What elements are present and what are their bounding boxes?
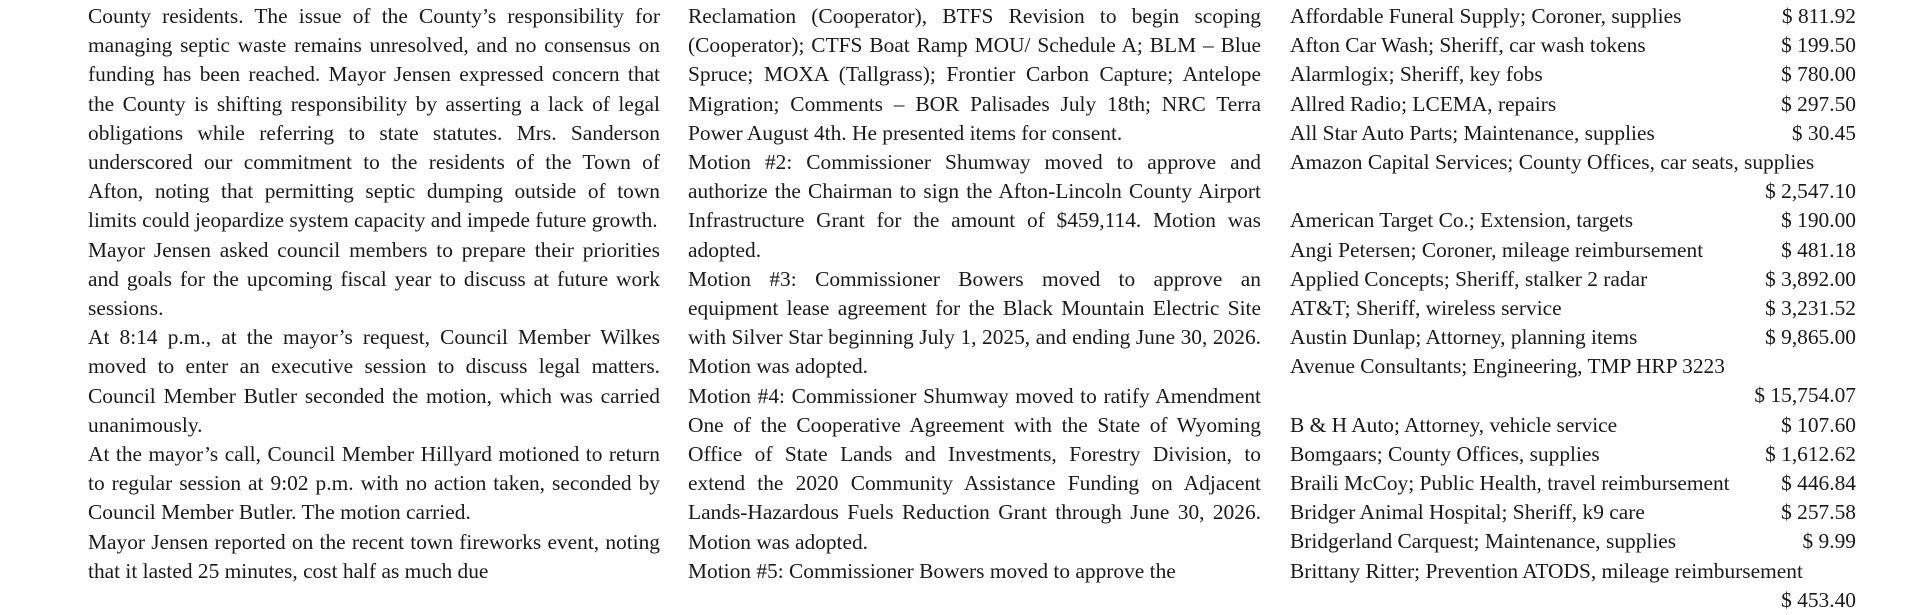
bill-row (1290, 323, 1860, 352)
bill-row (1290, 440, 1860, 469)
bill-row (1290, 557, 1860, 615)
bill-description: Avenue Consultants; Engineering, TMP HRP 3223 (1290, 354, 1725, 379)
bill-description: Brittany Ritter; Prevention ATODS, mileage reimbursement (1290, 558, 1803, 583)
bill-amount: $ 811.92 (1781, 4, 1856, 28)
paragraph: At the mayor’s call, Council Member Hillyard motioned to return to regular session at 9:02 p.m. with no action taken, seconded by Council Member Butler. The motion carried. (88, 442, 660, 525)
bill-row (1290, 236, 1860, 265)
bill-description: Afton Car Wash; Sheriff, car wash tokens (1290, 33, 1646, 58)
paragraph: Mayor Jensen reported on the recent town fireworks event, noting that it lasted 25 minutes, cost half as much due (88, 529, 660, 583)
bill-description: Bridgerland Carquest; Maintenance, supplies (1290, 529, 1677, 554)
bill-description: B & H Auto; Attorney, vehicle service (1290, 412, 1618, 437)
bills-list (1290, 2, 1860, 615)
paragraph: County residents. The issue of the County’s responsibility for managing septic waste remains unresolved, and no consensus on funding has been reached. Mayor Jensen expressed concern that the County is shifting responsibility by asserting a lack of legal obligations while referring to state statutes. Mrs. Sanderson underscored our commitment to the residents of the Town of Afton, noting that permitting septic dumping outside of town limits could jeopardize system capacity and impede future growth. (88, 4, 660, 233)
bill-amount: $ 297.50 (1781, 91, 1856, 116)
bill-amount: $ 3,231.52 (1765, 295, 1856, 320)
bill-amount: $ 107.60 (1781, 412, 1856, 437)
bill-amount: $ 30.45 (1791, 120, 1856, 145)
bill-row (1290, 469, 1860, 498)
column-bills-list (1290, 2, 1860, 615)
bill-row (1290, 265, 1860, 294)
bill-description: Affordable Funeral Supply; Coroner, supplies (1290, 4, 1682, 28)
paragraph: At 8:14 p.m., at the mayor’s request, Council Member Wilkes moved to enter an executive session to discuss legal matters. Council Member Butler seconded the motion, which was carried unanimously. (88, 325, 660, 437)
bill-description: Bridger Animal Hospital; Sheriff, k9 care (1290, 500, 1645, 525)
bill-description: Austin Dunlap; Attorney, planning items (1290, 325, 1638, 350)
bill-amount: $ 257.58 (1781, 500, 1856, 525)
bill-amount: $ 453.40 (1781, 587, 1856, 612)
bill-row (1290, 148, 1860, 206)
bill-description: AT&T; Sheriff, wireless service (1290, 295, 1562, 320)
bill-amount: $ 481.18 (1781, 237, 1856, 262)
bill-amount: $ 9.99 (1802, 529, 1856, 554)
paragraph: Motion #4: Commissioner Shumway moved to ratify Amendment One of the Cooperative Agreement with the State of Wyoming Office of State Lands and Investments, Forestry Division, to extend the 2020 Community Assistance Funding on Adjacent Lands-Hazardous Fuels Reduction Grant through June 30, 2026. Motion was adopted. (688, 383, 1261, 554)
bill-row (1290, 352, 1860, 410)
bill-row (1290, 498, 1860, 527)
bill-row (1290, 206, 1860, 235)
bill-description: Bomgaars; County Offices, supplies (1290, 441, 1600, 466)
bill-description: American Target Co.; Extension, targets (1290, 208, 1634, 233)
bill-amount: $ 780.00 (1781, 62, 1856, 87)
bill-row (1290, 90, 1860, 119)
bill-amount: $ 15,754.07 (1754, 383, 1856, 408)
paragraph: Motion #2: Commissioner Shumway moved to approve and authorize the Chairman to sign the Afton-Lincoln County Airport Infrastructure Grant for the amount of $459,114. Motion was adopted. (688, 150, 1261, 262)
paragraph: Motion #3: Commissioner Bowers moved to approve an equipment lease agreement for the Black Mountain Electric Site with Silver Star beginning July 1, 2025, and ending June 30, 2026. Motion was adopted. (688, 266, 1261, 379)
bill-amount: $ 199.50 (1781, 33, 1856, 58)
bill-amount: $ 9,865.00 (1765, 325, 1856, 350)
bill-row (1290, 60, 1860, 89)
bill-amount: $ 446.84 (1781, 471, 1856, 496)
bill-row (1290, 294, 1860, 323)
bill-row (1290, 119, 1860, 148)
bill-amount: $ 3,892.00 (1765, 266, 1856, 291)
bill-row (1290, 31, 1860, 60)
bill-description: Angi Petersen; Coroner, mileage reimbursement (1290, 237, 1704, 262)
bill-description: Allred Radio; LCEMA, repairs (1290, 91, 1557, 116)
column-minutes-commissioners (688, 2, 1261, 586)
bill-amount: $ 190.00 (1781, 208, 1856, 233)
column-minutes-town-council (88, 2, 660, 586)
bill-description: Applied Concepts; Sheriff, stalker 2 radar (1290, 266, 1648, 291)
bill-description: All Star Auto Parts; Maintenance, supplies (1290, 120, 1655, 145)
bill-amount: $ 1,612.62 (1765, 441, 1856, 466)
bill-row (1290, 527, 1860, 556)
bill-description: Braili McCoy; Public Health, travel reimbursement (1290, 471, 1730, 496)
paragraph: Mayor Jensen asked council members to prepare their priorities and goals for the upcoming fiscal year to discuss at future work sessions. (88, 237, 660, 321)
bill-row (1290, 2, 1860, 31)
bill-description: Alarmlogix; Sheriff, key fobs (1290, 62, 1543, 87)
paragraph: Motion #5: Commissioner Bowers moved to approve the (688, 558, 1176, 583)
bill-row (1290, 411, 1860, 440)
bill-description: Amazon Capital Services; County Offices, car seats, supplies (1290, 149, 1815, 174)
paragraph: Reclamation (Cooperator), BTFS Revision to begin scoping (Cooperator); CTFS Boat Ramp MOU/ Schedule A; BLM – Blue Spruce; MOXA (Tallgrass); Frontier Carbon Capture; Antelope Migration; Comments – BOR Palisades July 18th; NRC Terra Power August 4th. He presented items for consent. (688, 4, 1261, 145)
bill-amount: $ 2,547.10 (1765, 179, 1856, 204)
